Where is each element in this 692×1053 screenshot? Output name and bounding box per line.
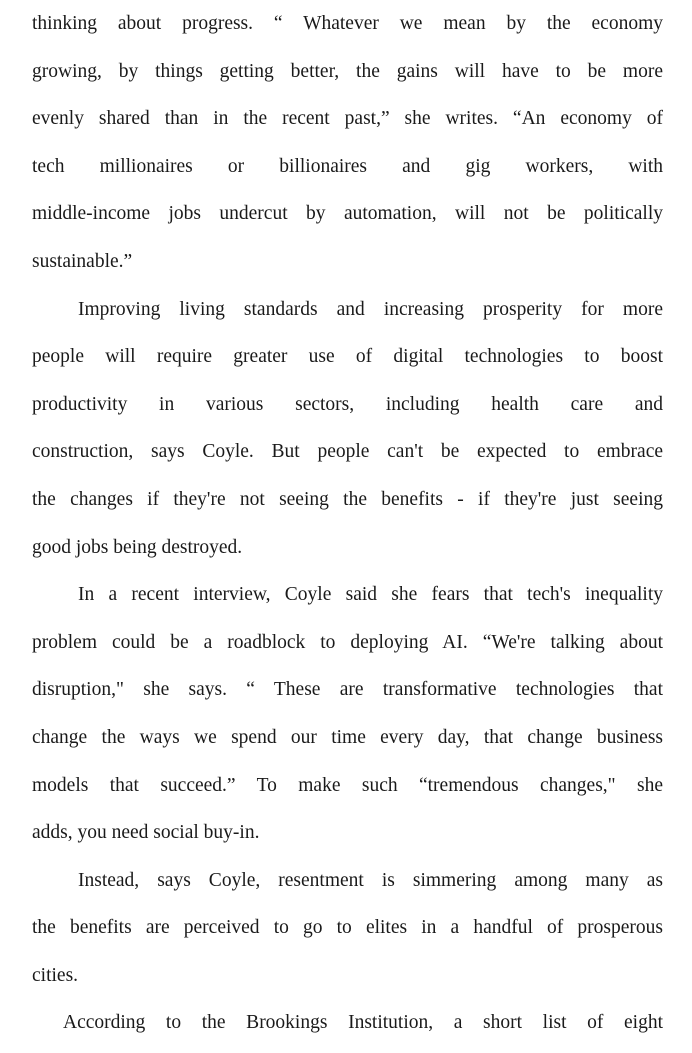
text-line: disruption," she says. “ These are transformative technologies that [32, 679, 663, 701]
paragraph-5 [32, 1005, 663, 1053]
paragraph-3 [32, 577, 663, 863]
text-line: thinking about progress. “ Whatever we mean by the economy [32, 13, 663, 34]
text-line: construction, says Coyle. But people can't be expected to embrace [32, 441, 663, 463]
text-line: cities. [32, 964, 79, 986]
text-line: the benefits are perceived to go to elites in a handful of prosperous [32, 917, 663, 939]
text-line: the changes if they're not seeing the benefits - if they're just seeing [32, 488, 663, 510]
text-line: sustainable.” [32, 250, 133, 272]
text-line: According to the Brookings Institution, a short list of eight [63, 1012, 663, 1034]
text-line: In a recent interview, Coyle said she fears that tech's inequality [78, 584, 663, 606]
text-line: models that succeed.” To make such “tremendous changes," she [32, 774, 663, 796]
text-line: tech millionaires or billionaires and gig workers, with [32, 155, 663, 177]
text-line: middle-income jobs undercut by automation, will not be politically [32, 203, 663, 225]
text-line: evenly shared than in the recent past,” she writes. “An economy of [32, 108, 663, 130]
text-line: productivity in various sectors, including health care and [32, 393, 663, 415]
paragraph-1 [32, 6, 663, 292]
text-line: change the ways we spend our time every day, that change business [32, 726, 663, 748]
paragraph-2 [32, 292, 663, 578]
text-line: good jobs being destroyed. [32, 536, 243, 558]
text-line: people will require greater use of digital technologies to boost [32, 346, 663, 368]
text-line: Improving living standards and increasing prosperity for more [78, 298, 663, 320]
text-line: adds, you need social buy-in. [32, 822, 260, 844]
document-page [32, 6, 663, 1053]
text-line: problem could be a roadblock to deploying AI. “We're talking about [32, 631, 663, 653]
text-line: Instead, says Coyle, resentment is simmering among many as [78, 869, 663, 891]
text-line: growing, by things getting better, the gains will have to be more [32, 60, 663, 82]
paragraph-4 [32, 863, 663, 1006]
